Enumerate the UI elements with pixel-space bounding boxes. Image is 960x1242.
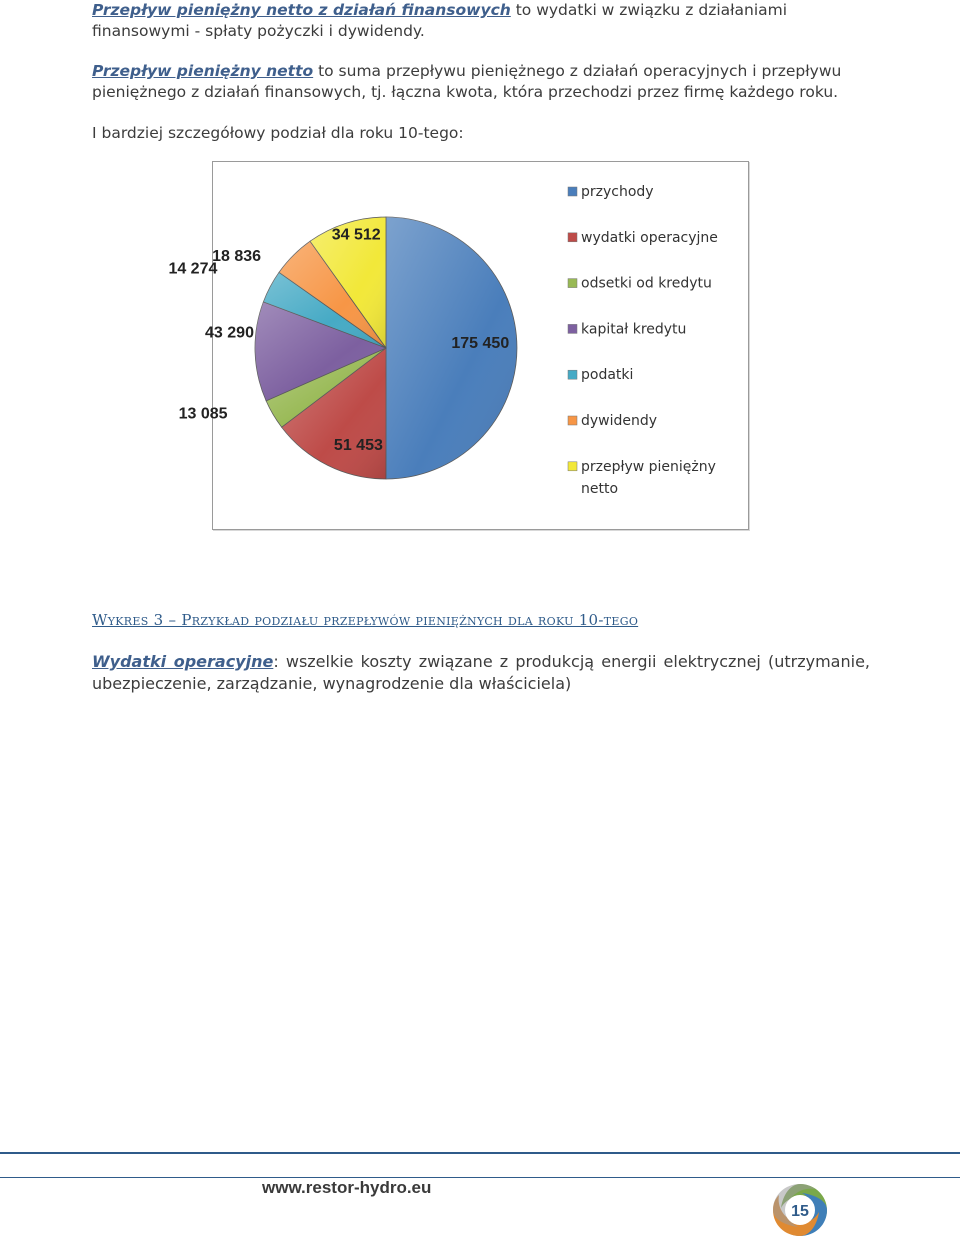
data-label-kapital-kredytu: 43 290 [205,324,254,342]
pie-chart-frame [168,161,749,530]
legend-swatch-podatki [568,370,577,379]
data-label-odsetki-od-kredytu: 13 085 [178,405,228,423]
legend-label-line: netto [581,480,619,497]
legend-swatch-kapital-kredytu [568,324,577,333]
term-financial-cashflow: Przepływ pieniężny netto z działań finansowych [92,1,511,19]
legend-swatch-odsetki-od-kredytu [568,279,577,288]
data-label-dywidendy: 18 836 [212,247,262,265]
figure-caption: Wykres 3 – Przykład podziału przepływów pieniężnych dla roku 10-tego [92,611,639,629]
pie-chart [168,162,748,529]
paragraph-text: to wydatki w związku z działaniami finansowymi - spłaty pożyczki i dywidendy. [92,1,788,40]
data-label-przeplyw-pieniezny-netto: 34 512 [331,226,381,244]
legend-swatch-przychody [568,187,577,196]
page-number: 15 [791,1203,809,1220]
footer-website-link[interactable]: www.restor-hydro.eu [262,1178,432,1197]
legend-label-przeplyw-pieniezny-netto [581,459,716,497]
legend-swatch-przeplyw-pieniezny-netto [568,462,577,471]
paragraph-financial-cashflow [92,0,870,42]
legend-label-przychody: przychody [581,184,654,200]
paragraph-text: : wszelkie koszty związane z produkcją energii elektrycznej (utrzymanie, ubezpieczenie, zarządzanie, wynagrodzenie dla właściciela) [92,652,871,693]
legend-label-line: przepływ pieniężny [581,458,716,475]
legend-label-dywidendy: dywidendy [581,413,658,429]
term-net-cashflow: Przepływ pieniężny netto [92,62,314,80]
legend-swatch-dywidendy [568,416,577,425]
legend-label-podatki: podatki [581,367,634,384]
data-label-wydatki-operacyjne: 51 453 [333,436,383,454]
legend-label-wydatki-operacyjne: wydatki operacyjne [581,229,718,246]
legend-label-kapital-kredytu: kapitał kredytu [581,321,687,338]
footer-rule-bottom [0,1177,960,1178]
page-number-badge [771,1182,829,1238]
paragraph-breakdown-intro: I bardziej szczegółowy podział dla roku 10-tego: [92,124,464,142]
paragraph-operating-expenses [92,651,870,695]
footer-rule-top [0,1152,960,1154]
data-label-przychody: 175 450 [451,335,510,352]
paragraph-net-cashflow [92,61,870,103]
legend-label-odsetki-od-kredytu: odsetki od kredytu [581,275,712,292]
legend-swatch-wydatki-operacyjne [568,233,577,242]
paragraph-text: to suma przepływu pieniężnego z działań operacyjnych i przepływu pieniężnego z działań finansowych, tj. łączna kwota, która przechodzi przez firmę każdego roku. [92,62,842,101]
term-operating-expenses: Wydatki operacyjne [92,652,274,671]
data-label-podatki: 14 274 [168,260,218,278]
